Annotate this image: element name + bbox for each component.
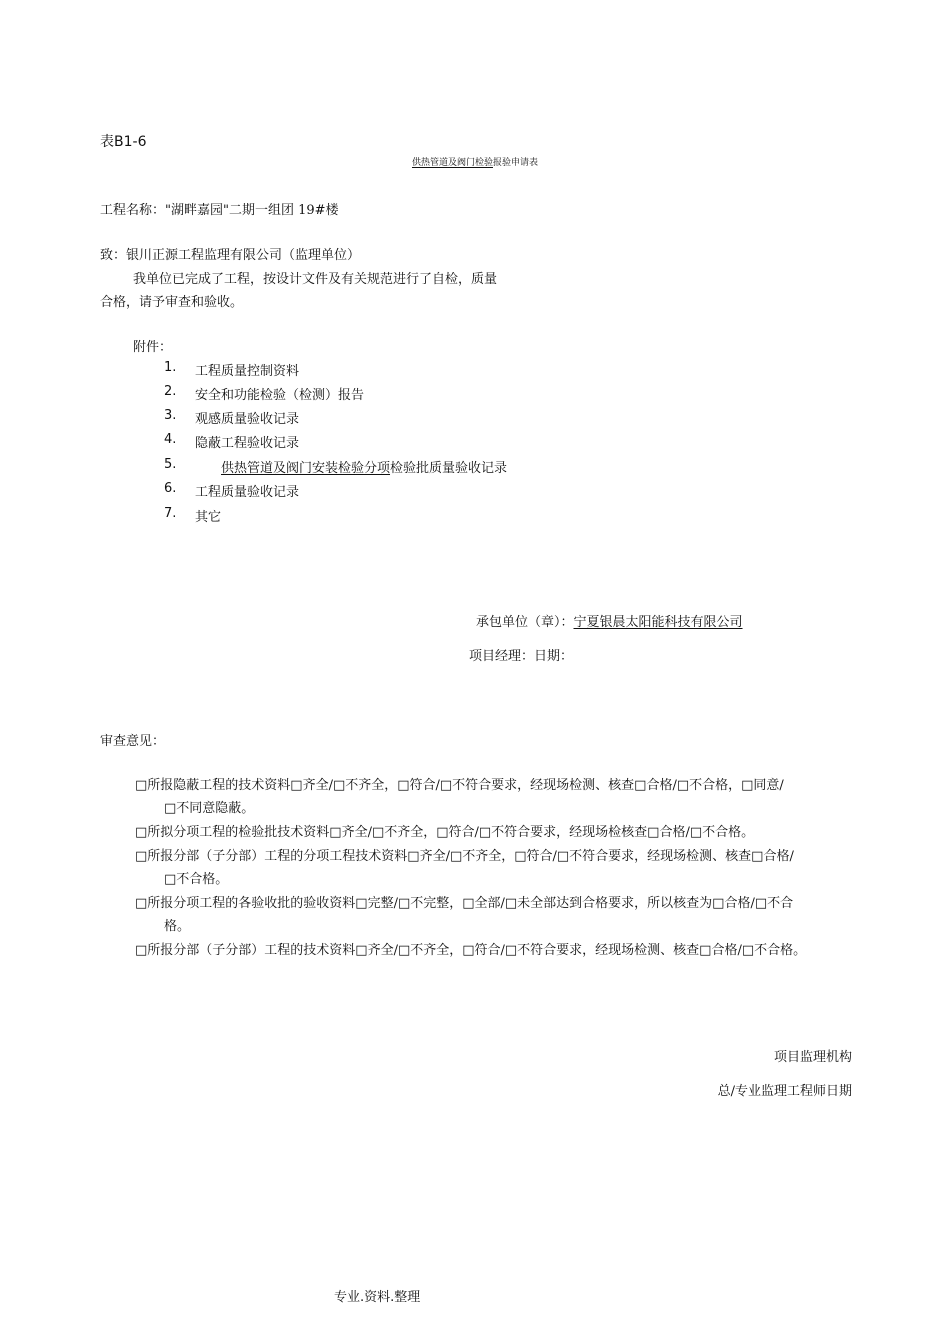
item-text: 隐蔽工程验收记录 xyxy=(195,436,300,451)
item-text: 观感质量验收记录 xyxy=(195,412,300,427)
contractor-name: 宁夏银晨太阳能科技有限公司 xyxy=(573,615,743,630)
item-number: 3. xyxy=(164,408,177,423)
item-text xyxy=(221,457,507,476)
item-text: 工程质量控制资料 xyxy=(195,364,300,379)
item-number: 7. xyxy=(164,506,177,521)
review-label: 审查意见： xyxy=(100,734,166,749)
item-number: 6. xyxy=(164,481,177,496)
contractor-label: 承包单位（章）： xyxy=(476,615,574,630)
item-text: 安全和功能检验（检测）报告 xyxy=(195,388,365,403)
item-number: 2. xyxy=(164,384,177,399)
title-underlined: 供热管道及阀门检验 xyxy=(411,158,493,168)
item-text-underlined: 供热管道及阀门安装检验分项 xyxy=(221,461,391,476)
item-text-rest: 检验批质量验收记录 xyxy=(390,461,508,476)
supervision-org: 项目监理机构 xyxy=(773,1050,852,1065)
item-text: 其它 xyxy=(195,510,222,525)
review-option-line: □所报分项工程的各验收批的验收资料□完整/□不完整，□全部/□未全部达到合格要求，所以核查为□合格/□不合 xyxy=(135,896,794,911)
item-number: 4. xyxy=(164,432,177,447)
project-name xyxy=(100,199,339,218)
review-option-line: □不同意隐蔽。 xyxy=(164,801,255,816)
review-option-line: □所报隐蔽工程的技术资料□齐全/□不齐全，□符合/□不符合要求，经现场检测、核查□合格/□不合格，□同意/ xyxy=(135,778,784,793)
body-line-2: 合格，请予审查和验收。 xyxy=(100,295,244,310)
body-line-1: 我单位已完成了工程，按设计文件及有关规范进行了自检，质量 xyxy=(133,272,498,287)
page-title xyxy=(0,155,950,168)
attachments-label: 附件： xyxy=(133,340,173,355)
review-option-line: 格。 xyxy=(164,919,191,934)
title-rest: 报验申请表 xyxy=(493,158,539,168)
review-option-line: □不合格。 xyxy=(164,872,229,887)
item-number: 1. xyxy=(164,360,177,375)
review-option-line: □所报分部（子分部）工程的技术资料□齐全/□不齐全，□符合/□不符合要求，经现场检测、核查□合格/□不合格。 xyxy=(135,943,807,958)
review-option-line: □所报分部（子分部）工程的分项工程技术资料□齐全/□不齐全，□符合/□不符合要求，经现场检测、核查□合格/ xyxy=(135,849,794,864)
item-text: 工程质量验收记录 xyxy=(195,485,300,500)
recipient-line: 致：银川正源工程监理有限公司（监理单位） xyxy=(100,248,361,263)
review-option-line: □所拟分项工程的检验批技术资料□齐全/□不齐全，□符合/□不符合要求，经现场检核查□合格/□不合格。 xyxy=(135,825,755,840)
project-label: 工程名称： xyxy=(100,203,166,218)
footer-text: 专业.资料.整理 xyxy=(334,1290,421,1305)
form-code: 表B1-6 xyxy=(100,134,147,150)
project-value: "湖畔嘉园"二期一组团 19#楼 xyxy=(165,203,339,218)
item-number: 5. xyxy=(164,457,177,472)
engineer-date: 总/专业监理工程师日期 xyxy=(717,1084,852,1099)
contractor-line xyxy=(476,611,743,630)
manager-date: 项目经理：日期： xyxy=(469,649,574,664)
